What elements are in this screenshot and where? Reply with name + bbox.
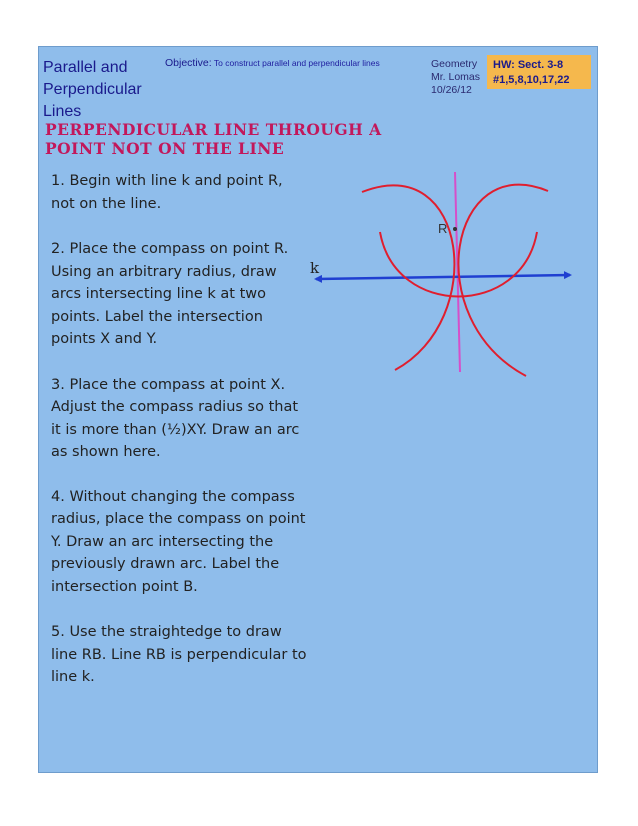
point-r (453, 227, 457, 231)
section-heading: PERPENDICULAR LINE THROUGH A POINT NOT ON THE LINE (45, 120, 382, 158)
step-5: 5. Use the straightedge to draw line RB. Line RB is perpendicular to line k. (51, 624, 307, 685)
arc-from-y (458, 185, 548, 376)
homework-problems: #1,5,8,10,17,22 (493, 74, 570, 86)
step-1: 1. Begin with line k and point R, not on the line. (51, 173, 283, 212)
line-k (316, 275, 570, 279)
homework-section: HW: Sect. 3-8 (493, 59, 564, 71)
lesson-title: Parallel and Perpendicular Lines (43, 59, 142, 120)
teacher-name: Mr. Lomas (431, 71, 481, 83)
step-4: 4. Without changing the compass radius, place the compass on point Y. Draw an arc intersecting the previously drawn arc. Label the intersection point B. (51, 488, 306, 595)
lesson-date: 10/26/12 (431, 84, 472, 96)
objective-text: To construct parallel and perpendicular lines (213, 58, 380, 68)
step-3: 3. Place the compass at point X. Adjust the compass radius so that it is more than (½)XY. Draw an arc as shown here. (51, 376, 300, 460)
course-name: Geometry (431, 58, 478, 70)
point-r-label: R (438, 221, 448, 236)
line-k-label: k (310, 259, 320, 277)
step-2: 2. Place the compass on point R. Using an arbitrary radius, draw arcs intersecting line k at two points. Label the intersection points X and Y. (51, 241, 289, 347)
objective-label: Objective: (165, 57, 212, 69)
